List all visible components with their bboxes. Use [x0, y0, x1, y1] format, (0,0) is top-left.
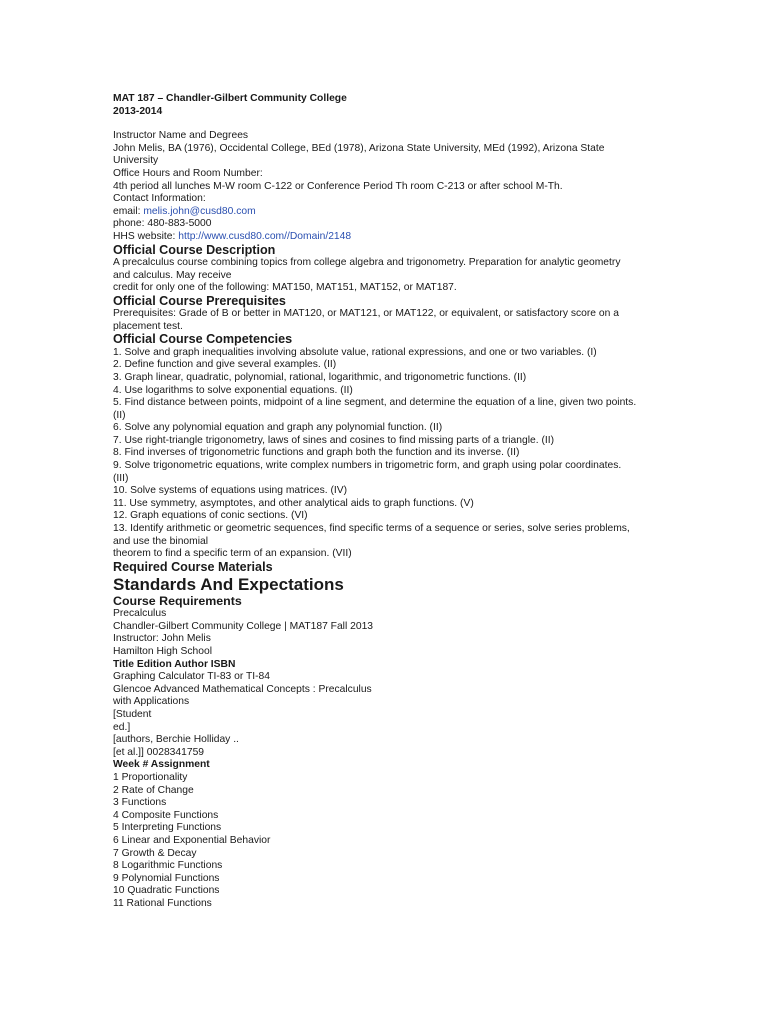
requirements-line: Instructor: John Melis	[113, 633, 211, 645]
email-line	[113, 206, 653, 219]
competency-line: 2. Define function and give several examples. (II)	[113, 359, 337, 371]
competency-line: 6. Solve any polynomial equation and graph any polynomial function. (II)	[113, 422, 443, 434]
week-item: 3 Functions	[113, 797, 167, 809]
prerequisites-line2: placement test.	[113, 320, 183, 332]
description-heading: Official Course Description	[113, 242, 276, 257]
competencies-heading: Official Course Competencies	[113, 332, 293, 347]
instructor-heading: Instructor Name and Degrees	[113, 130, 249, 142]
document-content	[113, 93, 653, 910]
description-line1: A precalculus course combining topics from college algebra and trigonometry. Preparation for analytic geometry	[113, 256, 621, 268]
materials-line: ed.]	[113, 721, 131, 733]
prerequisites-line1: Prerequisites: Grade of B or better in MAT120, or MAT121, or MAT122, or equivalent, or satisfactory score on a	[113, 308, 619, 320]
week-item: 6 Linear and Exponential Behavior	[113, 834, 271, 846]
materials-line: [Student	[113, 708, 152, 720]
requirements-line: Hamilton High School	[113, 646, 213, 657]
prerequisites-heading: Official Course Prerequisites	[113, 293, 286, 308]
instructor-degrees-line2: University	[113, 155, 159, 167]
competency-line: 9. Solve trigonometric equations, write complex numbers in trigometric form, and graph using polar coordinates.	[113, 460, 622, 472]
description-line2: and calculus. May receive	[113, 269, 232, 281]
competency-line: 12. Graph equations of conic sections. (VI)	[113, 510, 308, 522]
week-list	[113, 772, 653, 911]
course-year: 2013-2014	[113, 105, 163, 117]
office-heading: Office Hours and Room Number:	[113, 167, 263, 179]
materials-heading: Required Course Materials	[113, 559, 273, 574]
competency-line: 4. Use logarithms to solve exponential equations. (II)	[113, 384, 353, 396]
email-label: email:	[113, 205, 144, 217]
materials-line: with Applications	[113, 696, 190, 708]
week-item: 2 Rate of Change	[113, 784, 194, 796]
week-item: 8 Logarithmic Functions	[113, 860, 223, 872]
instructor-degrees-line1: John Melis, BA (1976), Occidental College, BEd (1978), Arizona State University, MEd (1992), Arizona State	[113, 142, 605, 154]
phone-line: phone: 480-883-5000	[113, 218, 212, 230]
competencies-list	[113, 347, 653, 561]
competency-line: (III)	[113, 472, 129, 484]
requirements-line: Precalculus	[113, 608, 167, 620]
competency-line: (II)	[113, 409, 126, 421]
competency-line: 3. Graph linear, quadratic, polynomial, rational, logarithmic, and trigonometric functions. (II)	[113, 371, 527, 383]
website-label: HHS website:	[113, 230, 179, 242]
competency-line: 13. Identify arithmetic or geometric sequences, find specific terms of a sequence or series, solve series problems,	[113, 523, 630, 535]
description-line3: credit for only one of the following: MAT150, MAT151, MAT152, or MAT187.	[113, 282, 457, 294]
week-item: 10 Quadratic Functions	[113, 885, 220, 897]
materials-line: Glencoe Advanced Mathematical Concepts : Precalculus	[113, 683, 372, 695]
standards-heading: Standards And Expectations	[113, 575, 344, 595]
materials-table-heading: Title Edition Author ISBN	[113, 658, 236, 670]
course-title: MAT 187 – Chandler-Gilbert Community College	[113, 93, 347, 104]
contact-heading: Contact Information:	[113, 193, 206, 205]
week-item: 7 Growth & Decay	[113, 847, 197, 859]
office-hours: 4th period all lunches M-W room C-122 or Conference Period Th room C-213 or after school M-Th.	[113, 180, 563, 192]
week-item: 4 Composite Functions	[113, 809, 219, 821]
requirements-heading: Course Requirements	[113, 594, 242, 609]
materials-line: [et al.]] 0028341759	[113, 746, 205, 758]
competency-line: 7. Use right-triangle trigonometry, laws of sines and cosines to find missing parts of a triangle. (II)	[113, 434, 555, 446]
competency-line: 1. Solve and graph inequalities involving absolute value, rational expressions, and one or two variables. (I)	[113, 346, 597, 358]
competency-line: 10. Solve systems of equations using matrices. (IV)	[113, 485, 348, 497]
email-link[interactable]: melis.john@cusd80.com	[143, 205, 256, 217]
competency-line: 8. Find inverses of trigonometric functions and graph both the function and its inverse. (II)	[113, 447, 520, 459]
week-heading: Week # Assignment	[113, 759, 210, 771]
competency-line: theorem to find a specific term of an expansion. (VII)	[113, 548, 352, 560]
week-item: 11 Rational Functions	[113, 897, 212, 909]
competency-line: 5. Find distance between points, midpoint of a line segment, and determine the equation of a line, given two points.	[113, 397, 637, 409]
competency-line: and use the binomial	[113, 535, 209, 547]
requirements-line: Chandler-Gilbert Community College | MAT187 Fall 2013	[113, 620, 374, 632]
week-item: 5 Interpreting Functions	[113, 822, 222, 834]
materials-line: [authors, Berchie Holliday ..	[113, 734, 239, 746]
website-line	[113, 231, 653, 244]
competency-line: 11. Use symmetry, asymptotes, and other analytical aids to graph functions. (V)	[113, 497, 474, 509]
week-item: 1 Proportionality	[113, 771, 188, 783]
materials-line: Graphing Calculator TI-83 or TI-84	[113, 671, 271, 683]
website-link[interactable]: http://www.cusd80.com//Domain/2148	[178, 230, 352, 242]
week-item: 9 Polynomial Functions	[113, 872, 220, 884]
